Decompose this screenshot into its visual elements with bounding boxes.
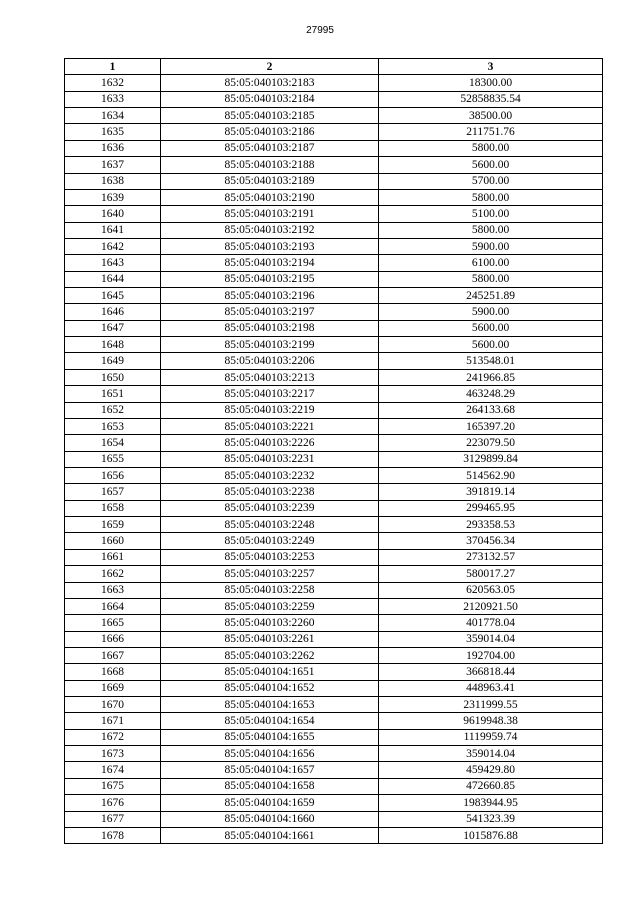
table-row: [65, 827, 603, 843]
row-number-cell: 1665: [65, 615, 161, 631]
value-cell: 264133.68: [379, 402, 603, 418]
cadastral-number-cell: 85:05:040103:2185: [161, 108, 379, 124]
table-row: [65, 91, 603, 107]
row-number-cell: 1632: [65, 75, 161, 91]
row-number-cell: 1640: [65, 206, 161, 222]
value-cell: 1119959.74: [379, 729, 603, 745]
value-cell: 1015876.88: [379, 827, 603, 843]
cadastral-number-cell: 85:05:040103:2196: [161, 288, 379, 304]
row-number-cell: 1667: [65, 647, 161, 663]
table-row: [65, 811, 603, 827]
table-row: [65, 697, 603, 713]
table-row: [65, 222, 603, 238]
value-cell: 211751.76: [379, 124, 603, 140]
value-cell: 1983944.95: [379, 795, 603, 811]
cadastral-number-cell: 85:05:040104:1661: [161, 827, 379, 843]
cadastral-number-cell: 85:05:040103:2261: [161, 631, 379, 647]
value-cell: 192704.00: [379, 647, 603, 663]
value-cell: 359014.04: [379, 631, 603, 647]
cadastral-number-cell: 85:05:040103:2194: [161, 255, 379, 271]
table-row: [65, 288, 603, 304]
table-row: [65, 353, 603, 369]
row-number-cell: 1661: [65, 549, 161, 565]
cadastral-number-cell: 85:05:040104:1655: [161, 729, 379, 745]
value-cell: 18300.00: [379, 75, 603, 91]
cadastral-number-cell: 85:05:040103:2260: [161, 615, 379, 631]
value-cell: 273132.57: [379, 549, 603, 565]
table-row: [65, 402, 603, 418]
row-number-cell: 1652: [65, 402, 161, 418]
cadastral-number-cell: 85:05:040103:2199: [161, 337, 379, 353]
header-row: [65, 59, 603, 75]
cadastral-number-cell: 85:05:040103:2184: [161, 91, 379, 107]
value-cell: 2311999.55: [379, 697, 603, 713]
value-cell: 5100.00: [379, 206, 603, 222]
table-row: [65, 157, 603, 173]
value-cell: 5900.00: [379, 304, 603, 320]
row-number-cell: 1635: [65, 124, 161, 140]
cadastral-number-cell: 85:05:040103:2206: [161, 353, 379, 369]
cadastral-number-cell: 85:05:040103:2226: [161, 435, 379, 451]
cadastral-number-cell: 85:05:040103:2248: [161, 517, 379, 533]
value-cell: 5800.00: [379, 271, 603, 287]
value-cell: 52858835.54: [379, 91, 603, 107]
cadastral-number-cell: 85:05:040103:2190: [161, 189, 379, 205]
cadastral-number-cell: 85:05:040103:2191: [161, 206, 379, 222]
value-cell: 580017.27: [379, 566, 603, 582]
table-row: [65, 615, 603, 631]
row-number-cell: 1649: [65, 353, 161, 369]
value-cell: 3129899.84: [379, 451, 603, 467]
cadastral-number-cell: 85:05:040104:1651: [161, 664, 379, 680]
row-number-cell: 1639: [65, 189, 161, 205]
value-cell: 5600.00: [379, 157, 603, 173]
value-cell: 5600.00: [379, 337, 603, 353]
table-row: [65, 549, 603, 565]
row-number-cell: 1676: [65, 795, 161, 811]
value-cell: 513548.01: [379, 353, 603, 369]
row-number-cell: 1655: [65, 451, 161, 467]
row-number-cell: 1641: [65, 222, 161, 238]
row-number-cell: 1633: [65, 91, 161, 107]
table-row: [65, 598, 603, 614]
table-row: [65, 746, 603, 762]
table-row: [65, 238, 603, 254]
cadastral-number-cell: 85:05:040104:1658: [161, 778, 379, 794]
row-number-cell: 1654: [65, 435, 161, 451]
row-number-cell: 1657: [65, 484, 161, 500]
value-cell: 541323.39: [379, 811, 603, 827]
table-row: [65, 778, 603, 794]
value-cell: 5600.00: [379, 320, 603, 336]
row-number-cell: 1648: [65, 337, 161, 353]
table-row: [65, 271, 603, 287]
table-row: [65, 729, 603, 745]
value-cell: 2120921.50: [379, 598, 603, 614]
table-row: [65, 484, 603, 500]
registry-table: [64, 58, 603, 844]
cadastral-number-cell: 85:05:040104:1654: [161, 713, 379, 729]
table-row: [65, 566, 603, 582]
cadastral-number-cell: 85:05:040103:2186: [161, 124, 379, 140]
value-cell: 472660.85: [379, 778, 603, 794]
value-cell: 299465.95: [379, 500, 603, 516]
value-cell: 245251.89: [379, 288, 603, 304]
table-row: [65, 664, 603, 680]
cadastral-number-cell: 85:05:040103:2193: [161, 238, 379, 254]
row-number-cell: 1658: [65, 500, 161, 516]
table-row: [65, 337, 603, 353]
row-number-cell: 1634: [65, 108, 161, 124]
cadastral-number-cell: 85:05:040103:2192: [161, 222, 379, 238]
table-row: [65, 631, 603, 647]
cadastral-number-cell: 85:05:040103:2249: [161, 533, 379, 549]
table-row: [65, 386, 603, 402]
column-header-2: 2: [161, 59, 379, 75]
table-row: [65, 320, 603, 336]
value-cell: 5700.00: [379, 173, 603, 189]
cadastral-number-cell: 85:05:040103:2257: [161, 566, 379, 582]
value-cell: 370456.34: [379, 533, 603, 549]
value-cell: 401778.04: [379, 615, 603, 631]
row-number-cell: 1650: [65, 369, 161, 385]
value-cell: 448963.41: [379, 680, 603, 696]
cadastral-number-cell: 85:05:040103:2231: [161, 451, 379, 467]
row-number-cell: 1677: [65, 811, 161, 827]
row-number-cell: 1675: [65, 778, 161, 794]
table-row: [65, 173, 603, 189]
cadastral-number-cell: 85:05:040103:2188: [161, 157, 379, 173]
value-cell: 293358.53: [379, 517, 603, 533]
table-row: [65, 435, 603, 451]
cadastral-number-cell: 85:05:040103:2195: [161, 271, 379, 287]
row-number-cell: 1637: [65, 157, 161, 173]
row-number-cell: 1664: [65, 598, 161, 614]
table-row: [65, 304, 603, 320]
value-cell: 165397.20: [379, 418, 603, 434]
table-row: [65, 467, 603, 483]
cadastral-number-cell: 85:05:040103:2213: [161, 369, 379, 385]
table-row: [65, 140, 603, 156]
value-cell: 9619948.38: [379, 713, 603, 729]
row-number-cell: 1636: [65, 140, 161, 156]
cadastral-number-cell: 85:05:040103:2217: [161, 386, 379, 402]
row-number-cell: 1672: [65, 729, 161, 745]
value-cell: 241966.85: [379, 369, 603, 385]
table-row: [65, 713, 603, 729]
value-cell: 359014.04: [379, 746, 603, 762]
table-row: [65, 451, 603, 467]
row-number-cell: 1656: [65, 467, 161, 483]
table-row: [65, 255, 603, 271]
row-number-cell: 1645: [65, 288, 161, 304]
cadastral-number-cell: 85:05:040104:1657: [161, 762, 379, 778]
value-cell: 5800.00: [379, 140, 603, 156]
value-cell: 5900.00: [379, 238, 603, 254]
table-row: [65, 418, 603, 434]
cadastral-number-cell: 85:05:040103:2187: [161, 140, 379, 156]
cadastral-number-cell: 85:05:040103:2262: [161, 647, 379, 663]
row-number-cell: 1660: [65, 533, 161, 549]
row-number-cell: 1674: [65, 762, 161, 778]
row-number-cell: 1646: [65, 304, 161, 320]
table-row: [65, 517, 603, 533]
row-number-cell: 1671: [65, 713, 161, 729]
table-row: [65, 369, 603, 385]
value-cell: 459429.80: [379, 762, 603, 778]
row-number-cell: 1651: [65, 386, 161, 402]
cadastral-number-cell: 85:05:040103:2238: [161, 484, 379, 500]
cadastral-number-cell: 85:05:040104:1653: [161, 697, 379, 713]
row-number-cell: 1673: [65, 746, 161, 762]
table-row: [65, 582, 603, 598]
cadastral-number-cell: 85:05:040104:1660: [161, 811, 379, 827]
row-number-cell: 1644: [65, 271, 161, 287]
row-number-cell: 1638: [65, 173, 161, 189]
value-cell: 366818.44: [379, 664, 603, 680]
value-cell: 463248.29: [379, 386, 603, 402]
row-number-cell: 1659: [65, 517, 161, 533]
value-cell: 391819.14: [379, 484, 603, 500]
table-row: [65, 680, 603, 696]
value-cell: 5800.00: [379, 222, 603, 238]
table-row: [65, 189, 603, 205]
cadastral-number-cell: 85:05:040103:2189: [161, 173, 379, 189]
value-cell: 223079.50: [379, 435, 603, 451]
row-number-cell: 1669: [65, 680, 161, 696]
cadastral-number-cell: 85:05:040104:1652: [161, 680, 379, 696]
table-row: [65, 647, 603, 663]
table-row: [65, 500, 603, 516]
value-cell: 5800.00: [379, 189, 603, 205]
row-number-cell: 1642: [65, 238, 161, 254]
table-row: [65, 795, 603, 811]
row-number-cell: 1666: [65, 631, 161, 647]
cadastral-number-cell: 85:05:040103:2197: [161, 304, 379, 320]
cadastral-number-cell: 85:05:040103:2239: [161, 500, 379, 516]
cadastral-number-cell: 85:05:040103:2253: [161, 549, 379, 565]
cadastral-number-cell: 85:05:040103:2198: [161, 320, 379, 336]
table-row: [65, 762, 603, 778]
row-number-cell: 1643: [65, 255, 161, 271]
row-number-cell: 1647: [65, 320, 161, 336]
row-number-cell: 1663: [65, 582, 161, 598]
value-cell: 620563.05: [379, 582, 603, 598]
cadastral-number-cell: 85:05:040103:2259: [161, 598, 379, 614]
table-row: [65, 124, 603, 140]
column-header-3: 3: [379, 59, 603, 75]
table-header: [65, 59, 603, 75]
column-header-1: 1: [65, 59, 161, 75]
value-cell: 6100.00: [379, 255, 603, 271]
row-number-cell: 1678: [65, 827, 161, 843]
table-row: [65, 533, 603, 549]
cadastral-number-cell: 85:05:040103:2258: [161, 582, 379, 598]
cadastral-number-cell: 85:05:040103:2221: [161, 418, 379, 434]
cadastral-number-cell: 85:05:040104:1659: [161, 795, 379, 811]
row-number-cell: 1653: [65, 418, 161, 434]
table-row: [65, 108, 603, 124]
cadastral-number-cell: 85:05:040103:2232: [161, 467, 379, 483]
cadastral-number-cell: 85:05:040104:1656: [161, 746, 379, 762]
row-number-cell: 1670: [65, 697, 161, 713]
cadastral-number-cell: 85:05:040103:2183: [161, 75, 379, 91]
cadastral-number-cell: 85:05:040103:2219: [161, 402, 379, 418]
page-number: 27995: [306, 25, 334, 36]
table-row: [65, 206, 603, 222]
table-row: [65, 75, 603, 91]
table-body: [65, 75, 603, 844]
value-cell: 38500.00: [379, 108, 603, 124]
row-number-cell: 1668: [65, 664, 161, 680]
row-number-cell: 1662: [65, 566, 161, 582]
value-cell: 514562.90: [379, 467, 603, 483]
